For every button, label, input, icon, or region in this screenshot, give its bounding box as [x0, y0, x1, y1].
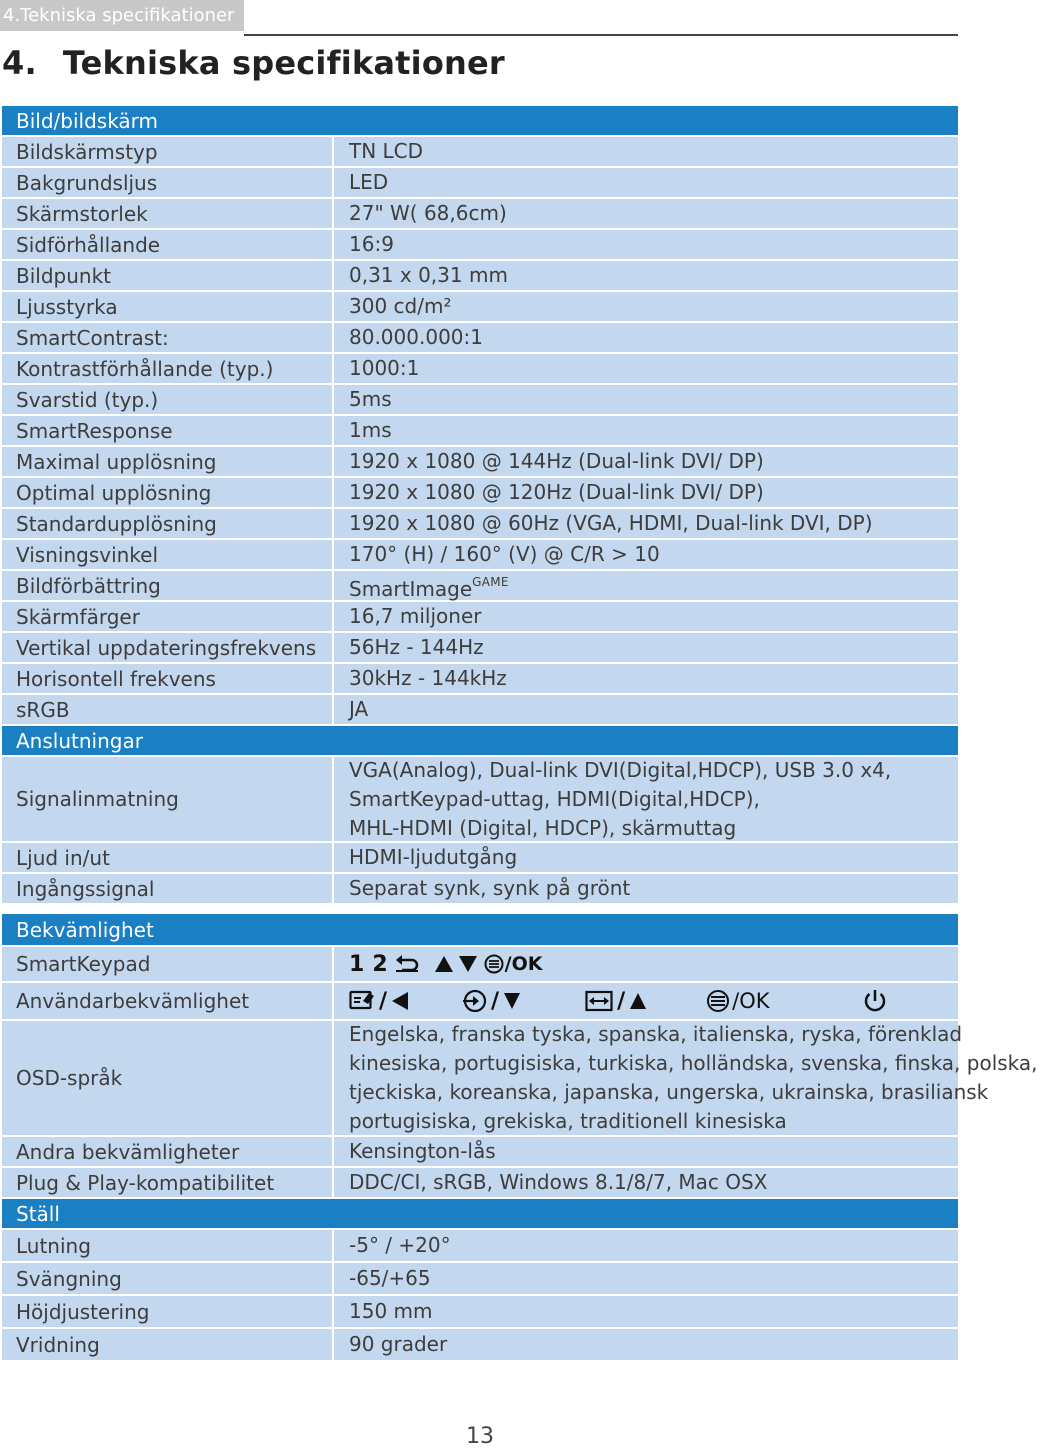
row-value: Separat synk, synk på grönt [349, 876, 631, 900]
format-icon [585, 990, 613, 1012]
row-label: SmartResponse [2, 416, 334, 445]
section-header-convenience: Bekvämlighet [2, 914, 958, 947]
up-triangle-icon [434, 955, 454, 973]
row-label: Svarstid (typ.) [2, 385, 334, 414]
table-row [2, 478, 958, 509]
row-label: Visningsvinkel [2, 540, 334, 569]
table-row [2, 1296, 958, 1329]
row-value: HDMI-ljudutgång [349, 845, 518, 869]
back-icon [394, 954, 420, 974]
header-rule [244, 34, 958, 36]
left-triangle-icon [391, 991, 409, 1011]
row-value: 80.000.000:1 [349, 325, 483, 349]
table-row [2, 168, 958, 199]
input-icon [461, 989, 489, 1013]
table-row [2, 1329, 958, 1362]
row-value: 1ms [349, 418, 392, 442]
row-value: 300 cd/m² [349, 294, 452, 318]
row-value: 170° (H) / 160° (V) @ C/R > 10 [349, 542, 660, 566]
row-value: Kensington-lås [349, 1139, 496, 1163]
chapter-tab: 4.Tekniska specifikationer [0, 0, 244, 31]
row-value: TN LCD [349, 139, 424, 163]
table-row [2, 1137, 958, 1168]
row-label: SmartKeypad [2, 947, 334, 981]
row-label: Bildpunkt [2, 261, 334, 290]
row-value: 16:9 [349, 232, 394, 256]
table-row [2, 447, 958, 478]
down-triangle-icon [503, 992, 521, 1010]
row-value: 0,31 x 0,31 mm [349, 263, 508, 287]
section-header-connectivity: Anslutningar [2, 726, 958, 757]
table-row [2, 292, 958, 323]
table-row [2, 261, 958, 292]
row-value: 27" W( 68,6cm) [349, 201, 507, 225]
smartimage-icon [349, 989, 377, 1013]
ok-label: /OK [504, 952, 543, 975]
row-label: Vridning [2, 1329, 334, 1360]
table-row [2, 323, 958, 354]
row-label: Bildskärmstyp [2, 137, 334, 166]
row-label: Skärmfärger [2, 602, 334, 631]
down-triangle-icon [458, 955, 478, 973]
row-value: 5ms [349, 387, 392, 411]
table-row [2, 416, 958, 447]
row-label: Andra bekvämligheter [2, 1137, 334, 1166]
row-value-multiline: Engelska, franska tyska, spanska, italienska, ryska, förenklad kinesiska, portugisiska, turkiska, holländska, svenska, finska, polska, tjeckiska, koreanska, japanska, ungerska, ukrainska, brasiliansk portugisiska, grekiska, traditionell kinesiska [349, 1022, 1038, 1133]
up-triangle-icon [629, 992, 647, 1010]
ok-label: /OK [732, 988, 770, 1013]
row-label: Maximal upplösning [2, 447, 334, 476]
table-row [2, 602, 958, 633]
user-convenience-keys: / / / /OK [334, 987, 954, 1016]
row-label: Ljusstyrka [2, 292, 334, 321]
table-row [2, 540, 958, 571]
row-value: 1920 x 1080 @ 144Hz (Dual-link DVI/ DP) [349, 449, 764, 473]
row-label: Skärmstorlek [2, 199, 334, 228]
row-value: 1920 x 1080 @ 120Hz (Dual-link DVI/ DP) [349, 480, 764, 504]
table-row [2, 947, 958, 983]
table-row [2, 757, 958, 843]
table-row [2, 354, 958, 385]
row-value: 30kHz - 144kHz [349, 666, 507, 690]
row-label: sRGB [2, 695, 334, 724]
spec-table-display [2, 106, 958, 905]
section-header-display: Bild/bildskärm [2, 106, 958, 137]
row-label: Horisontell frekvens [2, 664, 334, 693]
key-two-icon: 2 [372, 951, 388, 977]
table-row [2, 1263, 958, 1296]
power-icon [862, 988, 888, 1014]
table-row [2, 385, 958, 416]
smartkeypad-keys [334, 950, 550, 979]
row-label: Höjdjustering [2, 1296, 334, 1327]
smartimage-game-superscript: GAME [472, 574, 509, 589]
table-row [2, 633, 958, 664]
title-text: Tekniska specifikationer [62, 44, 505, 82]
row-label: Svängning [2, 1263, 334, 1294]
table-row [2, 983, 958, 1021]
table-row [2, 695, 958, 726]
row-label: Kontrastförhållande (typ.) [2, 354, 334, 383]
row-value: 16,7 miljoner [349, 604, 482, 628]
table-row [2, 137, 958, 168]
row-value-multiline: VGA(Analog), Dual-link DVI(Digital,HDCP), USB 3.0 x4, SmartKeypad-uttag, HDMI(Digital,HDCP), MHL-HDMI (Digital, HDCP), skärmuttag [349, 757, 892, 840]
menu-icon [705, 990, 731, 1012]
table-row [2, 874, 958, 905]
table-row [2, 199, 958, 230]
row-value: -65/+65 [349, 1266, 431, 1290]
table-row [2, 1021, 1038, 1137]
table-row [2, 509, 958, 540]
row-label: OSD-språk [2, 1021, 334, 1135]
key-one-icon: 1 [349, 951, 365, 977]
row-value: 1920 x 1080 @ 60Hz (VGA, HDMI, Dual-link DVI, DP) [349, 511, 873, 535]
table-row [2, 664, 958, 695]
section-header-stand: Ställ [2, 1199, 958, 1230]
table-row [2, 843, 958, 874]
row-label: Bildförbättring [2, 571, 334, 600]
table-row [2, 571, 958, 602]
row-value: -5° / +20° [349, 1233, 451, 1257]
table-row [2, 1230, 958, 1263]
row-label: Lutning [2, 1230, 334, 1261]
row-value: SmartImage$^{GAME}$ [349, 574, 509, 601]
row-label: Ingångssignal [2, 874, 334, 903]
row-label: SmartContrast: [2, 323, 334, 352]
row-label: Plug & Play-kompatibilitet [2, 1168, 334, 1197]
table-row [2, 1168, 958, 1199]
spec-table-convenience [2, 914, 1038, 1362]
row-value: 150 mm [349, 1299, 433, 1323]
row-value: 1000:1 [349, 356, 420, 380]
row-value: 56Hz - 144Hz [349, 635, 484, 659]
row-value: LED [349, 170, 389, 194]
page-title [2, 44, 505, 82]
row-label: Sidförhållande [2, 230, 334, 259]
menu-icon [484, 954, 504, 974]
table-row [2, 230, 958, 261]
row-label: Optimal upplösning [2, 478, 334, 507]
row-label: Vertikal uppdateringsfrekvens [2, 633, 334, 662]
row-label: Standardupplösning [2, 509, 334, 538]
row-value: 90 grader [349, 1332, 448, 1356]
row-value: JA [349, 697, 369, 721]
title-number: 4. [2, 44, 37, 82]
row-label: Signalinmatning [2, 757, 334, 841]
row-label: Ljud in/ut [2, 843, 334, 872]
row-label: Bakgrundsljus [2, 168, 334, 197]
row-value: DDC/CI, sRGB, Windows 8.1/8/7, Mac OSX [349, 1170, 768, 1194]
row-label: Användarbekvämlighet [2, 983, 334, 1019]
page-number: 13 [466, 1424, 494, 1449]
